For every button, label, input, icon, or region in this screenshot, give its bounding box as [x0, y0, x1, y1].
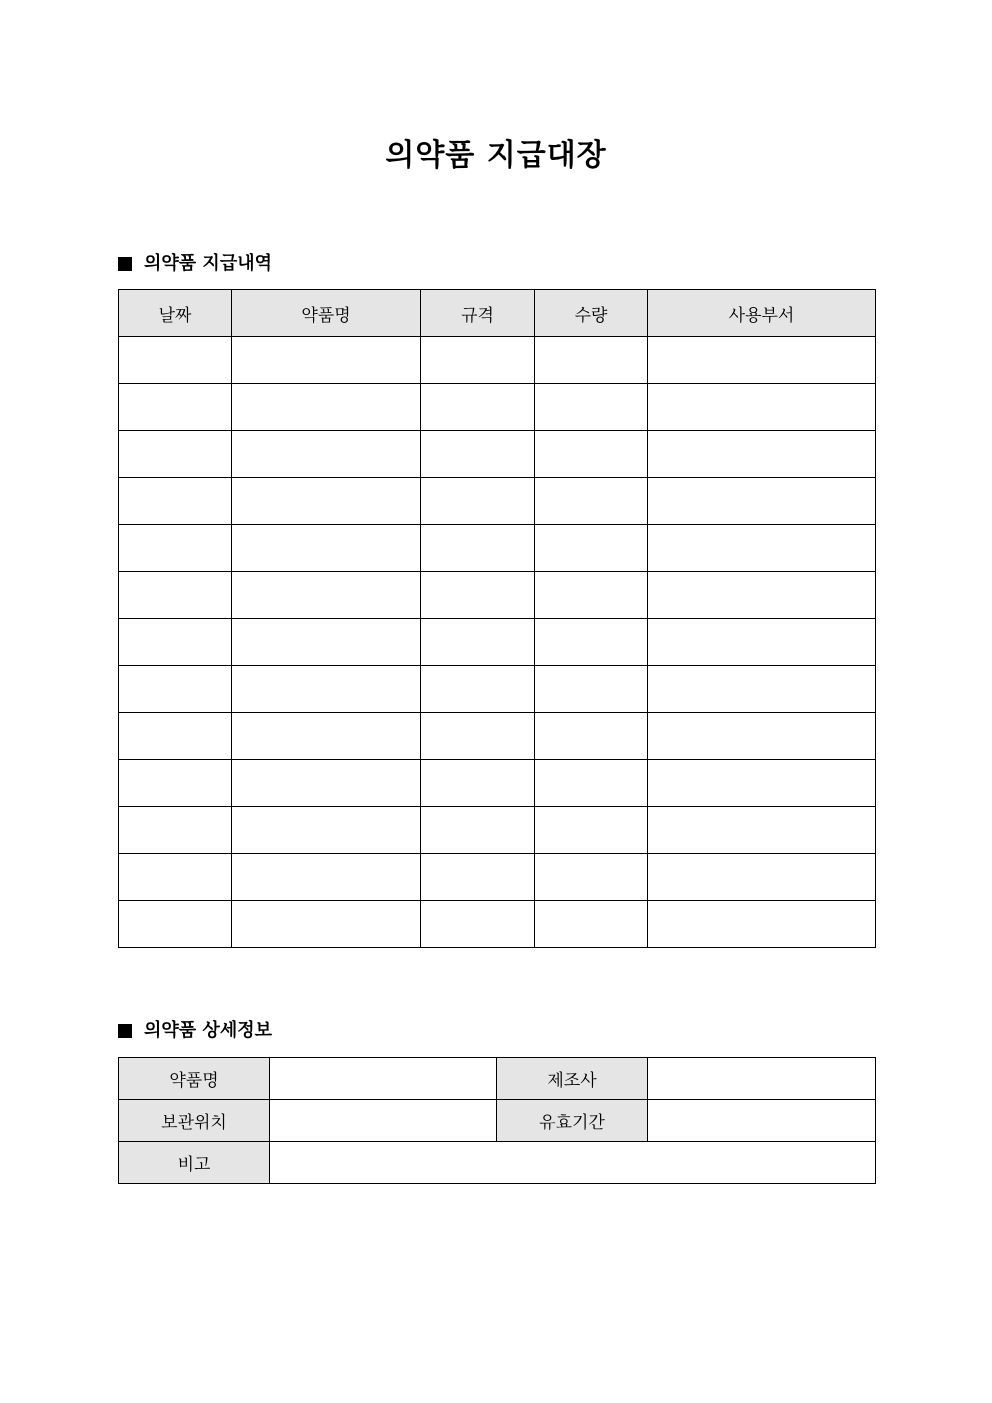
quantity-cell[interactable] [535, 525, 648, 572]
table-row [119, 666, 876, 713]
ledger-body [119, 337, 876, 948]
remarks-label: 비고 [119, 1142, 270, 1184]
quantity-cell[interactable] [535, 431, 648, 478]
drug-name-cell[interactable] [232, 760, 421, 807]
drug-name-label: 약품명 [119, 1058, 270, 1100]
section-heading-issue-history [118, 252, 272, 276]
column-header-quantity: 수량 [535, 290, 648, 337]
table-row [119, 431, 876, 478]
department-cell[interactable] [648, 807, 876, 854]
department-cell[interactable] [648, 713, 876, 760]
quantity-cell[interactable] [535, 854, 648, 901]
table-header-row [119, 290, 876, 337]
specification-cell[interactable] [421, 901, 535, 948]
column-header-drug-name: 약품명 [232, 290, 421, 337]
date-cell[interactable] [119, 713, 232, 760]
quantity-cell[interactable] [535, 384, 648, 431]
table-row [119, 337, 876, 384]
table-row [119, 1100, 876, 1142]
manufacturer-label: 제조사 [497, 1058, 648, 1100]
column-header-date: 날짜 [119, 290, 232, 337]
specification-cell[interactable] [421, 431, 535, 478]
expiry-date-label: 유효기간 [497, 1100, 648, 1142]
date-cell[interactable] [119, 901, 232, 948]
quantity-cell[interactable] [535, 337, 648, 384]
specification-cell[interactable] [421, 525, 535, 572]
quantity-cell[interactable] [535, 713, 648, 760]
date-cell[interactable] [119, 525, 232, 572]
department-cell[interactable] [648, 478, 876, 525]
table-row [119, 760, 876, 807]
table-row [119, 1142, 876, 1184]
quantity-cell[interactable] [535, 901, 648, 948]
table-row [119, 572, 876, 619]
drug-name-cell[interactable] [232, 619, 421, 666]
date-cell[interactable] [119, 337, 232, 384]
date-cell[interactable] [119, 807, 232, 854]
department-cell[interactable] [648, 431, 876, 478]
drug-name-cell[interactable] [232, 666, 421, 713]
column-header-specification: 규격 [421, 290, 535, 337]
specification-cell[interactable] [421, 337, 535, 384]
drug-detail-table [118, 1057, 876, 1184]
specification-cell[interactable] [421, 713, 535, 760]
section-heading-drug-details [118, 1019, 272, 1043]
drug-name-cell[interactable] [232, 525, 421, 572]
specification-cell[interactable] [421, 854, 535, 901]
specification-cell[interactable] [421, 619, 535, 666]
department-cell[interactable] [648, 619, 876, 666]
specification-cell[interactable] [421, 666, 535, 713]
department-cell[interactable] [648, 901, 876, 948]
quantity-cell[interactable] [535, 807, 648, 854]
table-row [119, 713, 876, 760]
department-cell[interactable] [648, 666, 876, 713]
table-row [119, 854, 876, 901]
date-cell[interactable] [119, 760, 232, 807]
issue-ledger-table [118, 289, 876, 948]
quantity-cell[interactable] [535, 666, 648, 713]
storage-location-cell[interactable] [270, 1100, 497, 1142]
date-cell[interactable] [119, 478, 232, 525]
storage-location-label: 보관위치 [119, 1100, 270, 1142]
table-row [119, 619, 876, 666]
remarks-cell[interactable] [270, 1142, 876, 1184]
quantity-cell[interactable] [535, 478, 648, 525]
manufacturer-cell[interactable] [648, 1058, 876, 1100]
drug-name-cell[interactable] [232, 384, 421, 431]
quantity-cell[interactable] [535, 619, 648, 666]
drug-name-cell[interactable] [232, 854, 421, 901]
date-cell[interactable] [119, 384, 232, 431]
date-cell[interactable] [119, 666, 232, 713]
expiry-date-cell[interactable] [648, 1100, 876, 1142]
table-row [119, 901, 876, 948]
drug-name-cell[interactable] [232, 337, 421, 384]
specification-cell[interactable] [421, 478, 535, 525]
table-row [119, 384, 876, 431]
specification-cell[interactable] [421, 572, 535, 619]
department-cell[interactable] [648, 337, 876, 384]
table-row [119, 1058, 876, 1100]
department-cell[interactable] [648, 384, 876, 431]
drug-name-cell[interactable] [270, 1058, 497, 1100]
date-cell[interactable] [119, 431, 232, 478]
drug-name-cell[interactable] [232, 807, 421, 854]
quantity-cell[interactable] [535, 572, 648, 619]
department-cell[interactable] [648, 525, 876, 572]
department-cell[interactable] [648, 760, 876, 807]
date-cell[interactable] [119, 619, 232, 666]
date-cell[interactable] [119, 854, 232, 901]
drug-name-cell[interactable] [232, 431, 421, 478]
drug-name-cell[interactable] [232, 901, 421, 948]
quantity-cell[interactable] [535, 760, 648, 807]
table-row [119, 525, 876, 572]
section-heading-label: 의약품 지급내역 [144, 253, 272, 274]
column-header-department: 사용부서 [648, 290, 876, 337]
specification-cell[interactable] [421, 384, 535, 431]
department-cell[interactable] [648, 572, 876, 619]
square-bullet-icon [118, 257, 132, 271]
specification-cell[interactable] [421, 760, 535, 807]
table-row [119, 807, 876, 854]
page-title: 의약품 지급대장 [385, 138, 607, 173]
drug-name-cell[interactable] [232, 572, 421, 619]
department-cell[interactable] [648, 854, 876, 901]
table-row [119, 478, 876, 525]
square-bullet-icon [118, 1024, 132, 1038]
date-cell[interactable] [119, 572, 232, 619]
section-heading-label: 의약품 상세정보 [144, 1020, 272, 1041]
specification-cell[interactable] [421, 807, 535, 854]
drug-name-cell[interactable] [232, 713, 421, 760]
drug-name-cell[interactable] [232, 478, 421, 525]
